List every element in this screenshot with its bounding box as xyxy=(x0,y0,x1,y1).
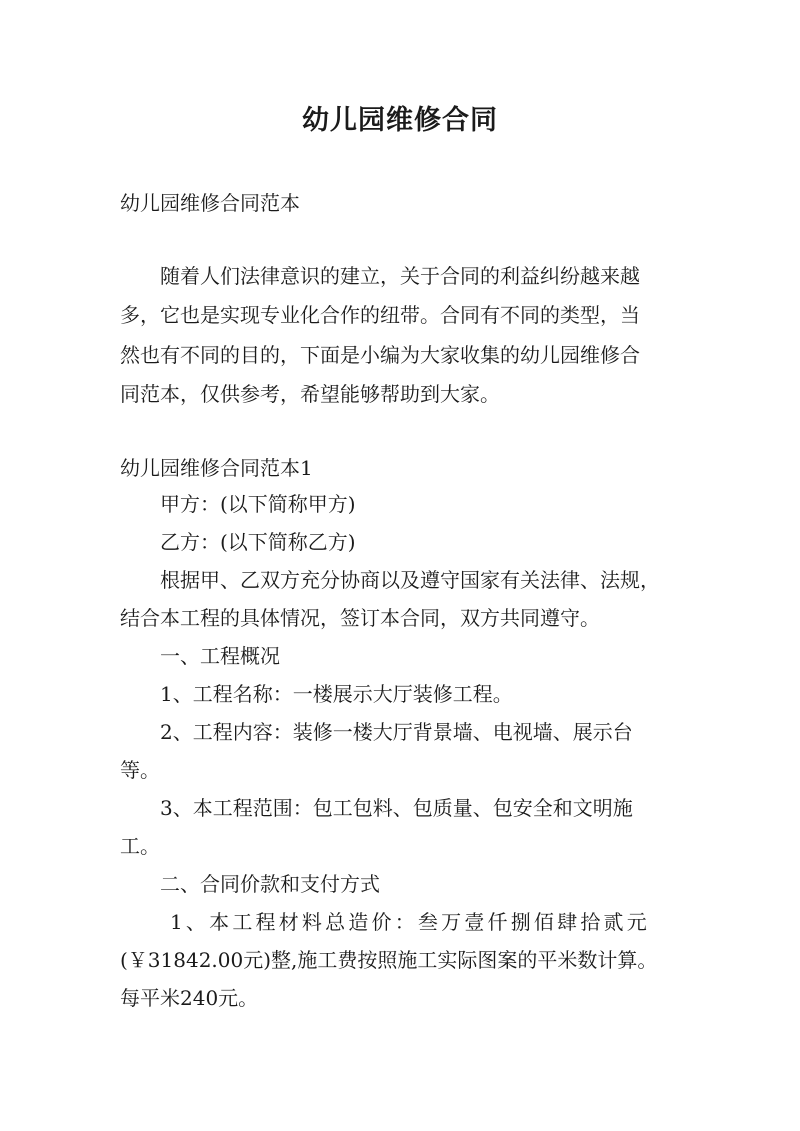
section1-item3-line1: 3、本工程范围：包工包料、包质量、包安全和文明施 xyxy=(160,796,633,820)
section1-item3-line2: 工。 xyxy=(120,834,160,858)
intro-line-2: 多，它也是实现专业化合作的纽带。合同有不同的类型，当 xyxy=(120,303,640,327)
section1-heading: 一、工程概况 xyxy=(160,644,280,668)
subtitle: 幼儿园维修合同范本 xyxy=(120,191,300,215)
sample-heading: 幼儿园维修合同范本1 xyxy=(120,456,313,480)
section2-item1-line2: (￥31842.00元)整,施工费按照施工实际图案的平米数计算。 xyxy=(120,948,658,972)
intro-line-4: 同范本，仅供参考，希望能够帮助到大家。 xyxy=(120,382,500,406)
section1-item1: 1、工程名称：一楼展示大厅装修工程。 xyxy=(160,682,513,706)
intro-line-3: 然也有不同的目的，下面是小编为大家收集的幼儿园维修合 xyxy=(120,343,640,367)
party-a: 甲方：(以下简称甲方) xyxy=(160,492,356,516)
basis-line-1: 根据甲、乙双方充分协商以及遵守国家有关法律、法规， xyxy=(160,568,660,592)
section1-item2-line2: 等。 xyxy=(120,758,160,782)
basis-line-2: 结合本工程的具体情况，签订本合同，双方共同遵守。 xyxy=(120,606,600,630)
intro-line-1: 随着人们法律意识的建立，关于合同的利益纠纷越来越 xyxy=(160,264,640,288)
document-title: 幼儿园维修合同 xyxy=(302,105,498,136)
section2-heading: 二、合同价款和支付方式 xyxy=(160,872,380,896)
section1-item2-line1: 2、工程内容：装修一楼大厅背景墙、电视墙、展示台 xyxy=(160,720,633,744)
section2-item1-line1: 1、本工程材料总造价：叁万壹仟捌佰肆拾贰元 xyxy=(170,910,650,934)
party-b: 乙方：(以下简称乙方) xyxy=(160,530,356,554)
section2-item1-line3: 每平米240元。 xyxy=(120,986,259,1010)
